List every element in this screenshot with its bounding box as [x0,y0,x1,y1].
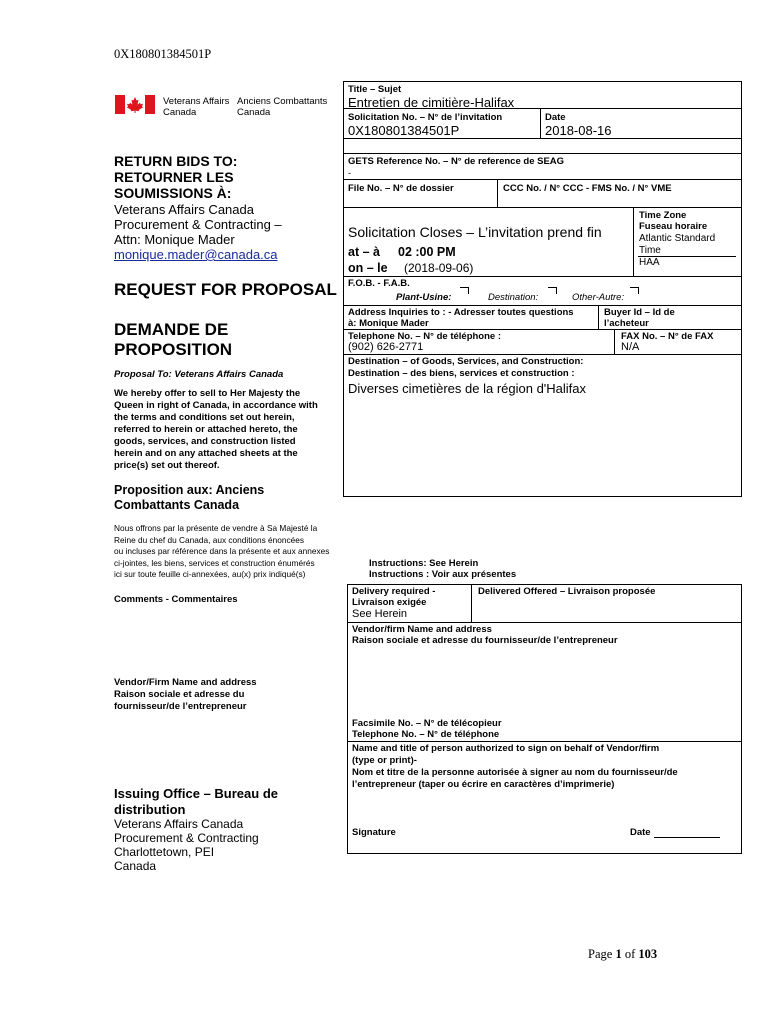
divider [343,153,742,154]
return-address-line1: Veterans Affairs Canada [114,202,254,217]
nous-offrons-line5: ici sur toute feuille ci-annexées, au(x) prix indiqué(s) [114,569,306,579]
delivery-required-label-fr: Livraison exigée [352,597,427,608]
divider [497,179,498,207]
fob-plant-label: Plant-Usine: [396,292,452,303]
divider [343,138,742,139]
vendor-label-line3: fournisseur/de l’entrepreneur [114,701,247,712]
canada-flag-icon [115,95,155,114]
instructions-en: Instructions: See Herein [369,558,479,569]
nous-offrons-line2: Reine du chef du Canada, aux conditions énoncées [114,535,305,545]
destination-label-fr: Destination – des biens, services et construction : [348,368,575,379]
delivery-required-value: See Herein [352,608,408,620]
telephone-label: Telephone No. – N° de téléphone : [348,331,501,342]
divider [343,179,742,180]
signature-date-label: Date [630,827,651,838]
fob-other-checkbox[interactable] [630,287,639,294]
buyer-id-label-line2: l’acheteur [604,318,649,329]
signature-date-underline[interactable] [654,837,720,838]
logo-text-english [163,97,229,118]
page-prefix: Page [588,947,616,961]
title-value: Entretien de cimitière-Halifax [348,95,515,110]
offer-text-line5: goods, services, and construction listed [114,436,296,447]
destination-value: Diverses cimetières de la région d'Halifax [348,381,587,396]
nous-offrons-line3: ou incluses par référence dans la présente et aux annexes [114,546,330,556]
issuing-office-line1: Issuing Office – Bureau de [114,786,278,801]
document-id: 0X180801384501P [114,47,212,61]
fob-destination-checkbox[interactable] [548,287,557,294]
vendor-telephone-label: Telephone No. – N° de téléphone [352,729,500,740]
fob-destination-label: Destination: [488,292,539,303]
offer-text-line2: Queen in right of Canada, in accordance with [114,400,318,411]
logo-text-french [237,97,327,118]
gets-reference-label: GETS Reference No. – N° de reference de SEAG [348,156,565,167]
page-of: of [621,947,639,961]
title-label: Title – Sujet [348,84,402,95]
file-no-label: File No. – N° de dossier [348,183,454,194]
destination-label-en: Destination – of Goods, Services, and Construction: [348,356,584,367]
return-bids-line3: SOUMISSIONS À: [114,185,232,201]
divider [347,741,742,742]
offer-text-line4: referred to herein or attached hereto, the [114,424,298,435]
fob-plant-checkbox[interactable] [460,287,469,294]
signature-label: Signature [352,827,396,838]
page-current: 1 [615,947,622,961]
issuing-office-line2: distribution [114,802,186,817]
solicitation-info-box [343,81,742,497]
address-inquiries-value: à: Monique Mader [348,318,429,329]
closing-date-value: (2018-09-06) [404,261,474,275]
demande-heading-line2: PROPOSITION [114,340,233,359]
logo-en-line1: Veterans Affairs [163,96,230,107]
offer-text-line6: herein and on any attached sheets at the [114,448,298,459]
return-address-line3: Attn: Monique Mader [114,232,235,247]
divider [347,622,742,623]
divider [633,207,634,276]
delivery-offered-label: Delivered Offered – Livraison proposée [478,586,656,597]
email-link-text[interactable]: monique.mader@canada.ca [114,247,278,262]
offer-text-line7: price(s) set out thereof. [114,460,220,471]
divider [471,584,472,622]
delivery-required-label-en: Delivery required - [352,586,436,597]
fob-other-label: Other-Autre: [572,292,625,303]
fax-value: N/A [621,341,640,353]
divider [614,329,615,354]
closing-date-label: on – le [348,261,388,275]
gets-reference-value: - [348,168,351,178]
authorized-person-label-line3: Nom et titre de la personne autorisée à signer au nom du fournisseur/de [352,767,678,778]
divider [343,329,742,330]
authorized-person-label-line4: l’entrepreneur (taper ou écrire en caractères d’imprimerie) [352,779,615,790]
date-label: Date [545,112,566,123]
divider [343,207,742,208]
fax-label: FAX No. – N° de FAX [621,331,714,342]
issuing-address-line2: Procurement & Contracting [114,831,259,845]
solicitation-no-value: 0X180801384501P [348,123,460,138]
proposition-aux-line2: Combattants Canada [114,498,240,512]
time-zone-value-line1: Atlantic Standard [639,233,716,244]
logo-fr-line1: Anciens Combattants [237,96,328,107]
time-zone-value-line2: Time [639,245,661,256]
closing-time-label: at – à [348,245,380,259]
issuing-address-line4: Canada [114,859,157,873]
vendor-label-line1: Vendor/Firm Name and address [114,677,257,688]
telephone-value: (902) 626-2771 [348,341,424,353]
issuing-address-line3: Charlottetown, PEI [114,845,215,859]
contact-email-link[interactable] [114,247,278,262]
page-total: 103 [638,947,658,961]
divider [343,354,742,355]
solicitation-closes-label: Solicitation Closes – L’invitation prend fin [348,224,602,240]
time-zone-label-en: Time Zone [639,210,687,221]
closing-time-value: 02 :00 PM [398,245,456,259]
fob-label: F.O.B. - F.A.B. [348,278,410,289]
divider [343,305,742,306]
address-inquiries-label: Address Inquiries to : - Adresser toutes questions [348,307,574,318]
logo-en-line2: Canada [163,106,197,118]
divider [540,108,541,138]
authorized-person-label-line2: (type or print)- [352,755,417,766]
vendor-label-line2: Raison sociale et adresse du [114,689,245,700]
request-for-proposal-heading: REQUEST FOR PROPOSAL [114,280,337,299]
facsimile-label: Facsimile No. – N° de télécopieur [352,718,502,729]
vendor-name-field[interactable] [352,648,736,716]
vendor-name-label-en: Vendor/firm Name and address [352,624,492,635]
proposal-to: Proposal To: Veterans Affairs Canada [114,369,284,380]
instructions-fr: Instructions : Voir aux présentes [369,569,517,580]
time-zone-label-fr: Fuseau horaire [639,221,708,232]
page-number [588,947,657,962]
demande-heading-line1: DEMANDE DE [114,320,229,339]
divider [598,305,599,329]
return-address-line2: Procurement & Contracting – [114,217,282,232]
time-zone-abbrev: HAA [639,257,660,268]
offer-text-line1: We hereby offer to sell to Her Majesty the [114,388,301,399]
authorized-person-label-line1: Name and title of person authorized to sign on behalf of Vendor/firm [352,743,660,754]
logo-fr-line2: Canada [237,106,271,118]
return-bids-line2: RETOURNER LES [114,169,234,185]
date-value: 2018-08-16 [545,123,612,138]
comments-label: Comments - Commentaires [114,594,238,605]
vendor-name-label-fr: Raison sociale et adresse du fournisseur/de l’entrepreneur [352,635,618,646]
nous-offrons-line1: Nous offrons par la présente de vendre à Sa Majesté la [114,523,318,533]
ccc-no-label: CCC No. / N° CCC - FMS No. / N° VME [503,183,672,194]
nous-offrons-line4: ci-jointes, les biens, services et construction énumérés [114,558,315,568]
offer-text-line3: the terms and conditions set out herein, [114,412,295,423]
solicitation-no-label: Solicitation No. – N° de l’invitation [348,112,503,123]
divider [343,276,742,277]
return-bids-line1: RETURN BIDS TO: [114,153,238,169]
buyer-id-label-line1: Buyer Id – Id de [604,307,675,318]
signature-field[interactable] [352,822,612,840]
issuing-address-line1: Veterans Affairs Canada [114,817,244,831]
proposition-aux-line1: Proposition aux: Anciens [114,483,265,497]
